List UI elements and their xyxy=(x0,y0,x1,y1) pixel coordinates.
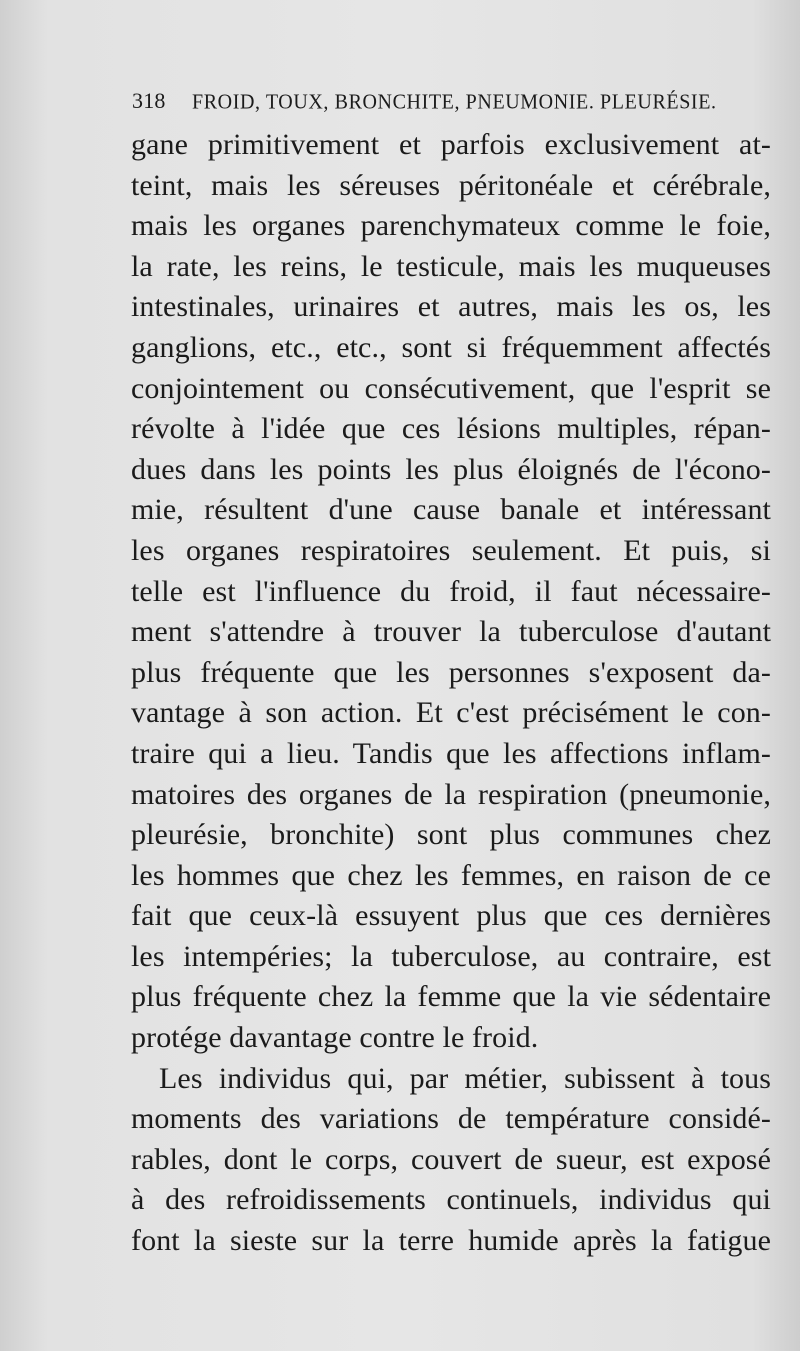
text-line: traire qui a lieu. Tandis que les affections inflam- xyxy=(131,736,771,770)
text-line: telle est l'influence du froid, il faut nécessaire- xyxy=(131,574,771,608)
text-line: conjointement ou consécutivement, que l'esprit se xyxy=(131,371,771,405)
text-line: pleurésie, bronchite) sont plus communes chez xyxy=(131,818,771,852)
text-line: intestinales, urinaires et autres, mais les os, les xyxy=(131,290,771,324)
text-line: ment s'attendre à trouver la tuberculose d'autant xyxy=(131,615,771,649)
text-line: fait que ceux-là essuyent plus que ces dernières xyxy=(131,899,771,933)
text-line: mie, résultent d'une cause banale et intéressant xyxy=(131,493,771,527)
text-line: à des refroidissements continuels, individus qui xyxy=(131,1183,771,1217)
text-line: les intempéries; la tuberculose, au contraire, est xyxy=(131,939,771,973)
text-line: rables, dont le corps, couvert de sueur, est exposé xyxy=(131,1142,771,1176)
text-line: les organes respiratoires seulement. Et puis, si xyxy=(131,533,771,567)
running-head xyxy=(132,88,772,120)
text-line: mais les organes parenchymateux comme le foie, xyxy=(131,209,771,243)
page-number: 318 xyxy=(132,88,166,113)
text-line: vantage à son action. Et c'est précisément le con- xyxy=(131,696,771,730)
text-line: révolte à l'idée que ces lésions multiples, répan- xyxy=(131,412,771,446)
text-line: les hommes que chez les femmes, en raison de ce xyxy=(131,858,771,892)
paragraph-end-line: protége davantage contre le froid. xyxy=(131,1021,539,1055)
text-line: ganglions, etc., etc., sont si fréquemment affectés xyxy=(131,330,771,364)
text-line: teint, mais les séreuses péritonéale et cérébrale, xyxy=(131,168,771,202)
text-line: font la sieste sur la terre humide après la fatigue xyxy=(131,1224,771,1258)
text-line: matoires des organes de la respiration (pneumonie, xyxy=(131,777,771,811)
text-line: gane primitivement et parfois exclusivement at- xyxy=(131,128,771,161)
text-line: plus fréquente que les personnes s'exposent da- xyxy=(131,655,771,689)
text-line: dues dans les points les plus éloignés de l'écono- xyxy=(131,452,771,486)
body-text xyxy=(131,125,771,1262)
running-title: FROID, TOUX, BRONCHITE, PNEUMONIE. PLEURÉSIE. xyxy=(192,90,717,114)
paragraph-start-line: Les individus qui, par métier, subissent à tous xyxy=(159,1061,771,1095)
text-line: la rate, les reins, le testicule, mais les muqueuses xyxy=(131,249,771,283)
text-line: plus fréquente chez la femme que la vie sédentaire xyxy=(131,980,771,1014)
text-line: moments des variations de température considé- xyxy=(131,1102,771,1136)
